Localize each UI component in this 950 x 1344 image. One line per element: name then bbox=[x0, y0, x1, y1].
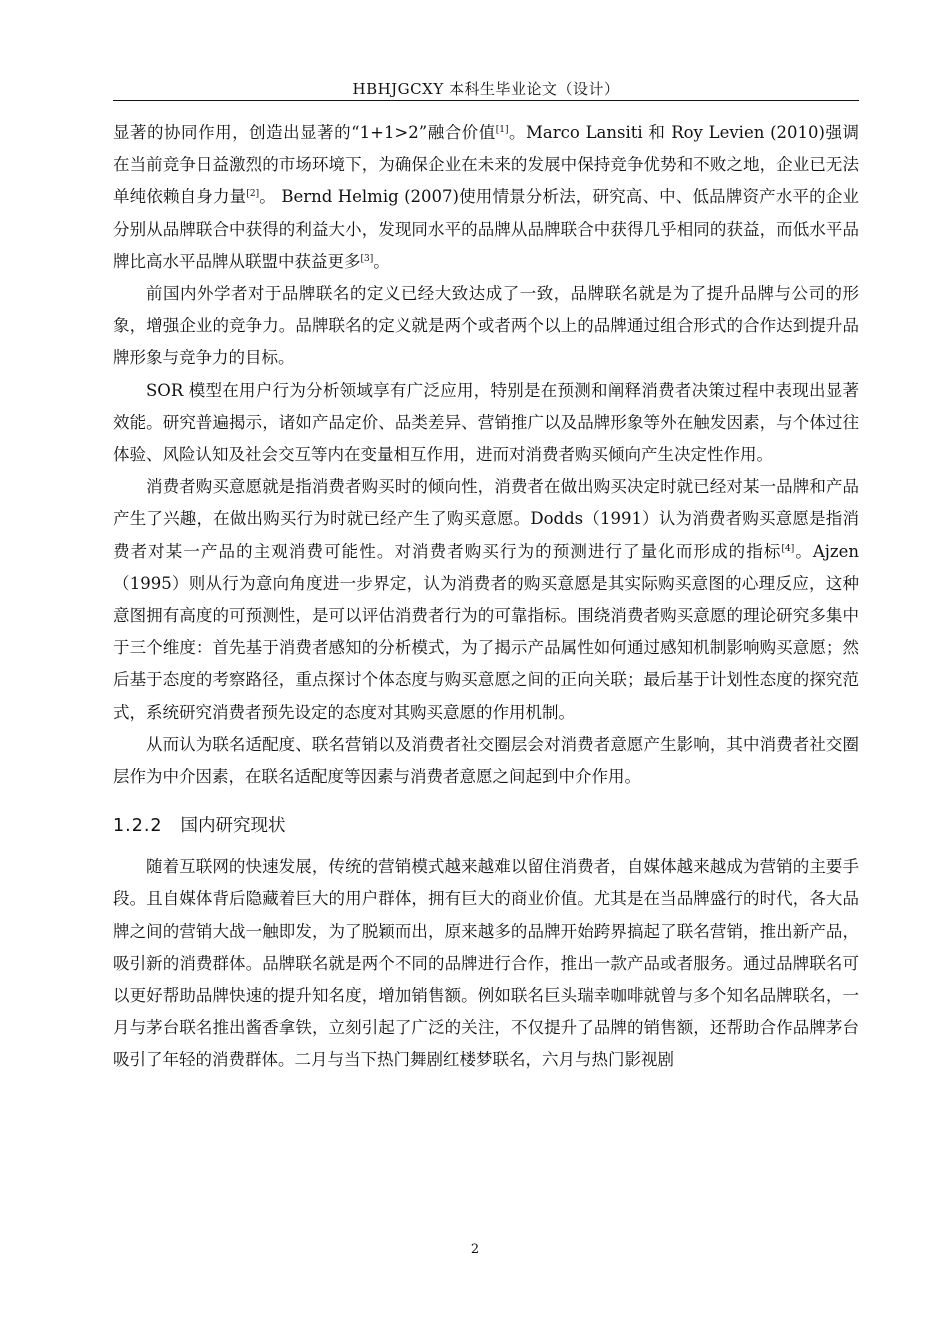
page-header: HBHJGCXY 本科生毕业论文（设计） bbox=[352, 80, 620, 98]
paragraph-text: SOR 模型在用户行为分析领域享有广泛应用，特别是在预测和阐释消费者决策过程中表现出显著效能。研究普遍揭示，诸如产品定价、品类差异、营销推广以及品牌形象等外在触发因素，与个体过往体验、风险认知及社会交互等内在变量相互作用，进而对消费者购买倾向产生决定性作用。 bbox=[113, 380, 859, 465]
paragraph-text: 。Ajzen（1995）则从行为意向角度进一步界定，认为消费者的购买意愿是其实际购买意图的心理反应，这种意图拥有高度的可预测性，是可以评估消费者行为的可靠指标。围绕消费者购买意愿的理论研究多集中于三个维度：首先基于消费者感知的分析模式，为了揭示产品属性如何通过感知机制影响购买意愿；然后基于态度的考察路径，重点探讨个体态度与购买意愿之间的正向关联；最后基于计划性态度的探究范式，系统研究消费者预先设定的态度对其购买意愿的作用机制。 bbox=[113, 541, 860, 722]
paragraph-text: 消费者购买意愿就是指消费者购买时的倾向性，消费者在做出购买决定时就已经对某一品牌和产品产生了兴趣，在做出购买行为时就已经产生了购买意愿。Dodds（1991）认为消费者购买意愿是指消费者对某一产品的主观消费可能性。对消费者购买行为的预测进行了量化而形成的指标 bbox=[113, 477, 859, 561]
paragraph-continued bbox=[113, 117, 859, 278]
paragraph-text: 从而认为联名适配度、联名营销以及消费者社交圈层会对消费者意愿产生影响，其中消费者社交圈层作为中介因素，在联名适配度等因素与消费者意愿之间起到中介作用。 bbox=[113, 734, 859, 787]
section-title: 国内研究现状 bbox=[180, 816, 286, 837]
paragraph-text: 显著的协同作用，创造出显著的“1+1>2”融合价值 bbox=[113, 123, 496, 142]
paragraph-text: 随着互联网的快速发展，传统的营销模式越来越难以留住消费者，自媒体越来越成为营销的主要手段。且自媒体背后隐藏着巨大的用户群体，拥有巨大的商业价值。尤其是在当品牌盛行的时代，各大品牌之间的营销大战一触即发，为了脱颖而出，原来越多的品牌开始跨界搞起了联名营销，推出新产品，吸引新的消费群体。品牌联名就是两个不同的品牌进行合作，推出一款产品或者服务。通过品牌联名可以更好帮助品牌快速的提升知名度，增加销售额。例如联名巨头瑞幸咖啡就曾与多个知名品牌联名，一月与茅台联名推出酱香拿铁，立刻引起了广泛的关注，不仅提升了品牌的销售额，还帮助合作品牌茅台吸引了年轻的消费群体。二月与当下热门舞剧红楼梦联名，六月与热门影视剧 bbox=[113, 857, 859, 1070]
citation-ref: [3] bbox=[360, 253, 374, 264]
paragraph-text: 。 Bernd Helmig (2007)使用情景分析法，研究高、中、低品牌资产水平的企业分别从品牌联合中获得的利益大小，发现同水平的品牌从品牌联合中获得几乎相同的获益，而低水平品牌比高水平品牌从联盟中获益更多 bbox=[113, 187, 860, 271]
page-body bbox=[113, 117, 859, 1077]
paragraph bbox=[113, 375, 859, 472]
paragraph bbox=[113, 729, 859, 793]
page-number: 2 bbox=[470, 1242, 480, 1257]
paragraph bbox=[113, 851, 859, 1076]
section-number: 1.2.2 bbox=[113, 816, 163, 837]
citation-ref: [4] bbox=[781, 543, 795, 554]
section-heading bbox=[113, 811, 859, 841]
citation-ref: [1] bbox=[495, 125, 509, 135]
paragraph bbox=[113, 278, 859, 375]
paragraph-text: 。 bbox=[373, 251, 390, 271]
paragraph bbox=[113, 471, 859, 729]
paragraph-text: 前国内外学者对于品牌联名的定义已经大致达成了一致，品牌联名就是为了提升品牌与公司的形象，增强企业的竞争力。品牌联名的定义就是两个或者两个以上的品牌通过组合形式的合作达到提升品牌形象与竞争力的目标。 bbox=[113, 284, 859, 368]
citation-ref: [2] bbox=[246, 189, 260, 200]
header-divider bbox=[113, 100, 859, 101]
paragraph-text: 。Marco Lansiti 和 Roy Levien (2010)强调在当前竞争日益激烈的市场环境下，为确保企业在未来的发展中保持竞争优势和不败之地，企业已无法单纯依赖自身力量 bbox=[113, 123, 859, 207]
